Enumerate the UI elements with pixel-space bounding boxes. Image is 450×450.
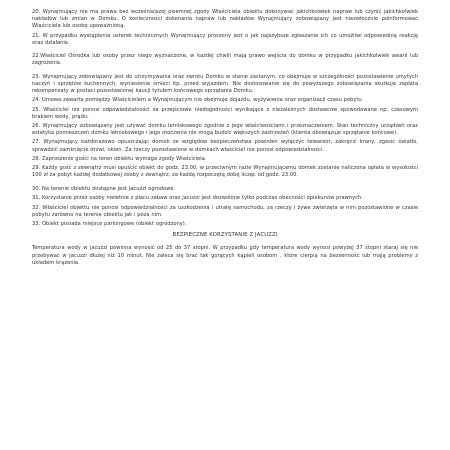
rule-33: 33. Obiekt posiada miejsce parkingowe (obiekt ogrodzony). xyxy=(32,221,187,228)
rule-25: 25. Właściciel nie ponosi odpowiedzialności za przejściowe niedogodności wynikające z niezależnych dostawców spowodowane np. czasowym brakiem wody, prądu. xyxy=(32,106,418,120)
jacuzzi-temperature-paragraph: Temperatura wody w jacuzzi powinna wynosić od 25 do 37 stopni. W przypadku gdy temperatura wody wynosi powyżej 37 stopni staraj się nie przebywać w jacuzzi dłużej niż 10 minut. Nie zaleca się brać tak gorących kąpieli osobom , które cierpią na bezsenność lub mają problemy z układem krążenia. xyxy=(32,245,418,266)
rule-23: 23. Wynajmujący zobowiązany jest do utrzymywania oraz zwrotu Domku w stanie zastanym, co obejmuje w szczególności pozostawienie umytych naczyń i sprzętów kuchennych, wyniesienie śmieci itp. przed wyjazdem. Nie dostosowanie się do powyższego zobowiązania skutkuje zapłatą rekompensaty w postaci pozostawionej kaucji tytułem końcowego sprzątania Domku. xyxy=(32,73,418,94)
rule-27: 27. Wynajmujący każdorazowo opuszczając domek ze względów bezpieczeństwa powinien wyłączyć telewizor, zakręcić krany, zgasić światło, sprawdzić zamknięcie drzwi, okien. Za rzeczy pozostawione w domkach właściciel nie ponosi odpowiedzialności. xyxy=(32,139,418,153)
rule-31: 31. Korzystanie przez osoby nieletnie z placu zabaw oraz jacuzzi jest dozwolone tylko podczas obecności opiekunów prawnych. xyxy=(32,195,363,202)
section-rule-22 xyxy=(32,53,418,67)
rule-28: 28. Zaproszenie gości na teren obiektu wymaga zgody Właściciela. xyxy=(32,155,207,162)
rule-20: 20. Wynajmujący nie ma prawa bez wcześniejszej pisemnej zgody Właściciela obiektu dokonywać jakichkolwiek napraw lub czynić jakichkolwiek nakładów lub zmian w Domku. O konieczności dokonania napraw lub nakładów Wynajmujący zobowiązany jest niezwłocznie poinformować Właściciela lub osobę upoważnioną. xyxy=(32,9,418,30)
section-rules-30-33 xyxy=(32,186,418,228)
rule-24: 24. Umowa zawarta pomiędzy Właścicielem a Wynajmującym nie obejmuje dojazdu, wyżywienia oraz organizacji czasu pobytu. xyxy=(32,97,364,104)
rule-21: 21. W przypadku wystąpienia usterek technicznych Wynajmujący proszony jest o jak najszybsze zgłaszanie ich co umożliwi odpowiednią reakcję oraz działanie. xyxy=(32,32,418,46)
section-heading-jacuzzi: BEZPIECZNE KORZYSTANIE Z JACUZZI xyxy=(172,232,278,239)
section-rules-20-21 xyxy=(32,9,418,47)
rule-22: 22.Właściciel Ośrodka lub osoby przez niego wyznaczone, w każdej chwili mają prawo wejścia do domku w przypadku jakichkolwiek awarii lub zagrożenia. xyxy=(32,53,418,67)
rule-30: 30. Na terenie obiektu dostępne jest jacuzzi ogrodowe. xyxy=(32,185,176,192)
section-rules-23-29 xyxy=(32,74,418,180)
rule-26: 26. Wynajmujący zobowiązany jest używać domku letniskowego zgodnie z jego właściwościami i przeznaczeniem. Stan techniczny urządzeń oraz estetyka pomieszczeń domku letniskowego i jego otoczenia nie mogą budzić większych zastrzeżeń (klienta obowiązuje sprzątanie końcowe). xyxy=(32,123,418,137)
rule-29: 29. Każdy gość z zewnątrz musi opuścić obiekt do godz. 23.00, w przeciwnym razie Wynajmującemu domek zostanie naliczona opłata w wysokości 100 zł za pobyt każdej dodatkowej osoby z zewnątrz, za każdą rozpoczętą dobę licząc od godz. 23.00. xyxy=(32,165,418,179)
rule-32: 32. Właściciel obiektu nie ponosi odpowiedzialności za uszkodzenia i utratę samochodu, za rzeczy i żywe zwierzęta w nim pozostawione w czasie pobytu zarówno na terenie obiektu jak i poza nim. xyxy=(32,204,418,218)
section-jacuzzi xyxy=(32,245,418,266)
